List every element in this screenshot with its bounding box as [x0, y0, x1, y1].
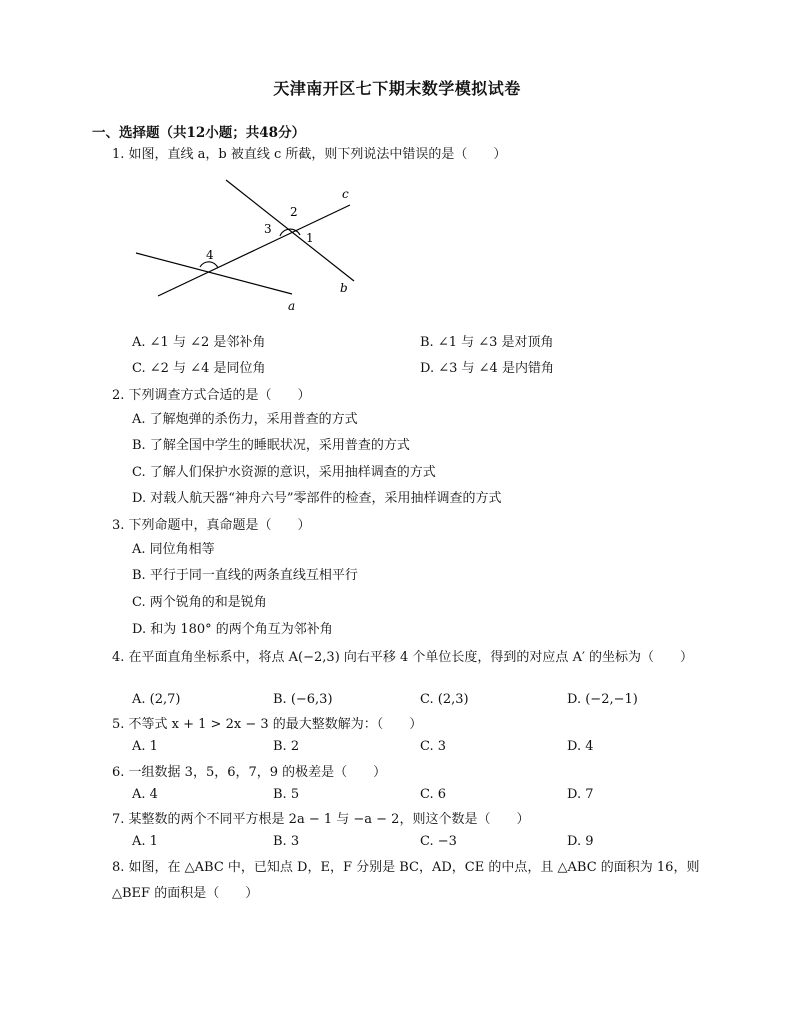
- q5-option-d: D. 4: [567, 739, 594, 754]
- question-2-stem: 2. 下列调查方式合适的是（ ）: [112, 388, 311, 403]
- label-a: a: [288, 299, 296, 313]
- q7-option-d: D. 9: [567, 834, 594, 849]
- label-b: b: [340, 281, 348, 295]
- q4-option-c: C. (2,3): [420, 692, 469, 707]
- section-heading: 一、选择题（共12小题；共48分）: [92, 125, 306, 141]
- label-1: 1: [306, 231, 314, 245]
- q1-option-b: B. ∠1 与 ∠3 是对顶角: [420, 335, 554, 350]
- q3-option-b: B. 平行于同一直线的两条直线互相平行: [132, 568, 358, 583]
- question-5-stem: 5. 不等式 x + 1 > 2x − 3 的最大整数解为：（ ）: [112, 717, 423, 732]
- q2-option-c: C. 了解人们保护水资源的意识，采用抽样调查的方式: [132, 465, 436, 480]
- q6-option-c: C. 6: [420, 787, 447, 802]
- question-4-stem: 4. 在平面直角坐标系中，将点 A(−2,3) 向右平移 4 个单位长度，得到的对应点 A′ 的坐标为（ ）: [112, 650, 694, 665]
- q3-option-c: C. 两个锐角的和是锐角: [132, 595, 267, 610]
- question-6-stem: 6. 一组数据 3，5，6，7，9 的极差是（ ）: [112, 765, 387, 780]
- q2-option-d: D. 对载人航天器“神舟六号”零部件的检查，采用抽样调查的方式: [132, 491, 502, 506]
- q6-option-b: B. 5: [273, 787, 300, 802]
- q1-option-a: A. ∠1 与 ∠2 是邻补角: [132, 335, 266, 350]
- question-7-stem: 7. 某整数的两个不同平方根是 2a − 1 与 −a − 2，则这个数是（ ）: [112, 812, 530, 827]
- q4-option-a: A. (2,7): [132, 692, 181, 707]
- q7-option-c: C. −3: [420, 834, 457, 849]
- intersecting-lines-figure: [130, 178, 370, 318]
- question-8-stem: 8. 如图，在 △ABC 中，已知点 D，E，F 分别是 BC，AD，CE 的中点，且 △ABC 的面积为 16，则 △BEF 的面积是（ ）: [112, 860, 700, 901]
- q4-option-d: D. (−2,−1): [567, 692, 638, 707]
- page-title: 天津南开区七下期末数学模拟试卷: [273, 79, 521, 98]
- q5-option-a: A. 1: [132, 739, 158, 754]
- q4-option-b: B. (−6,3): [273, 692, 333, 707]
- label-c: c: [342, 187, 349, 201]
- q6-option-a: A. 4: [132, 787, 158, 802]
- q2-option-a: A. 了解炮弹的杀伤力，采用普查的方式: [132, 412, 358, 427]
- question-1-stem: 1. 如图，直线 a，b 被直线 c 所截，则下列说法中错误的是（ ）: [112, 147, 507, 162]
- line-b: [226, 180, 354, 281]
- label-3: 3: [264, 222, 272, 236]
- q7-option-b: B. 3: [273, 834, 300, 849]
- q2-option-b: B. 了解全国中学生的睡眠状况，采用普查的方式: [132, 438, 410, 453]
- q7-option-a: A. 1: [132, 834, 158, 849]
- label-2: 2: [290, 205, 298, 219]
- q1-option-c: C. ∠2 与 ∠4 是同位角: [132, 361, 266, 376]
- line-c: [158, 205, 350, 296]
- q3-option-d: D. 和为 180° 的两个角互为邻补角: [132, 622, 333, 637]
- q3-option-a: A. 同位角相等: [132, 542, 215, 557]
- angle-4-arc: [200, 262, 218, 268]
- q1-option-d: D. ∠3 与 ∠4 是内错角: [420, 361, 554, 376]
- q5-option-b: B. 2: [273, 739, 300, 754]
- q5-option-c: C. 3: [420, 739, 447, 754]
- label-4: 4: [206, 248, 214, 262]
- question-3-stem: 3. 下列命题中，真命题是（ ）: [112, 518, 311, 533]
- q6-option-d: D. 7: [567, 787, 594, 802]
- line-a: [136, 253, 292, 294]
